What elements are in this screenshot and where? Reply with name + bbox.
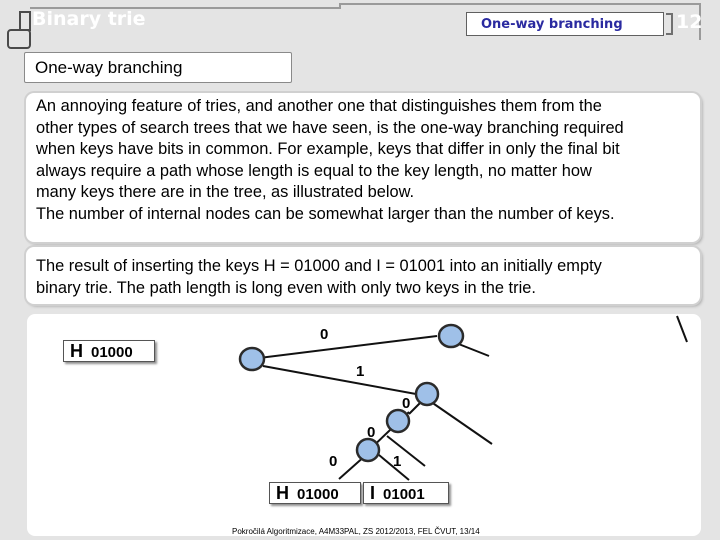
- key-h-label: [63, 340, 155, 362]
- trie-node: [439, 325, 463, 347]
- intro-line: when keys have bits in common. For example, keys that differ in only the final bit: [36, 140, 620, 158]
- key-letter: I: [370, 483, 376, 503]
- corner-square: [8, 30, 30, 48]
- section-heading: One-way branching: [24, 52, 292, 83]
- edge-label: 1: [356, 363, 365, 380]
- badge-bracket: [666, 14, 672, 34]
- edge-label: 0: [320, 326, 329, 343]
- edge-label: 1: [393, 453, 402, 470]
- trie-diagram-panel: [27, 314, 701, 536]
- intro-text-box: [26, 93, 700, 242]
- edge-label: 0: [329, 453, 338, 470]
- footer: Pokročilá Algoritmizace, A4M33PAL, ZS 2012/2013, FEL ČVUT, 13/14: [232, 527, 480, 536]
- leaf-h-label: [269, 482, 361, 504]
- trie-node: [416, 383, 438, 405]
- slide-title: Binary trie: [32, 8, 146, 30]
- edge-label: 0: [402, 395, 411, 412]
- trie-node: [357, 439, 379, 461]
- trie-node: [387, 410, 409, 432]
- leaf-i-label: [363, 482, 449, 504]
- example-line: binary trie. The path length is long even with only two keys in the trie.: [36, 278, 536, 297]
- section-badge: One-way branching: [466, 12, 664, 36]
- intro-line: always require a path whose length is equal to the key length, no matter how: [36, 161, 592, 180]
- intro-line: The number of internal nodes can be somewhat larger than the number of keys.: [36, 204, 615, 223]
- trie-edge: [251, 336, 437, 359]
- trie-edge: [677, 316, 687, 342]
- title-bracket: [20, 12, 30, 30]
- intro-line: many keys there are in the tree, as illustrated below.: [36, 183, 415, 201]
- key-bits: 01000: [297, 486, 339, 503]
- trie-edge: [263, 366, 427, 396]
- trie-node: [240, 348, 264, 370]
- key-bits: 01000: [91, 344, 133, 361]
- intro-line: other types of search trees that we have seen, is the one-way branching required: [36, 118, 624, 137]
- trie-edge: [424, 397, 492, 444]
- key-letter: H: [70, 341, 83, 361]
- intro-line: An annoying feature of tries, and another one that distinguishes them from the: [36, 97, 602, 115]
- edge-label: 0: [367, 424, 376, 441]
- page-number: 12: [676, 11, 703, 33]
- key-bits: 01001: [383, 486, 425, 503]
- key-letter: H: [276, 483, 289, 503]
- example-line: The result of inserting the keys H = 01000 and I = 01001 into an initially empty: [36, 257, 602, 275]
- example-text-box: [26, 247, 700, 304]
